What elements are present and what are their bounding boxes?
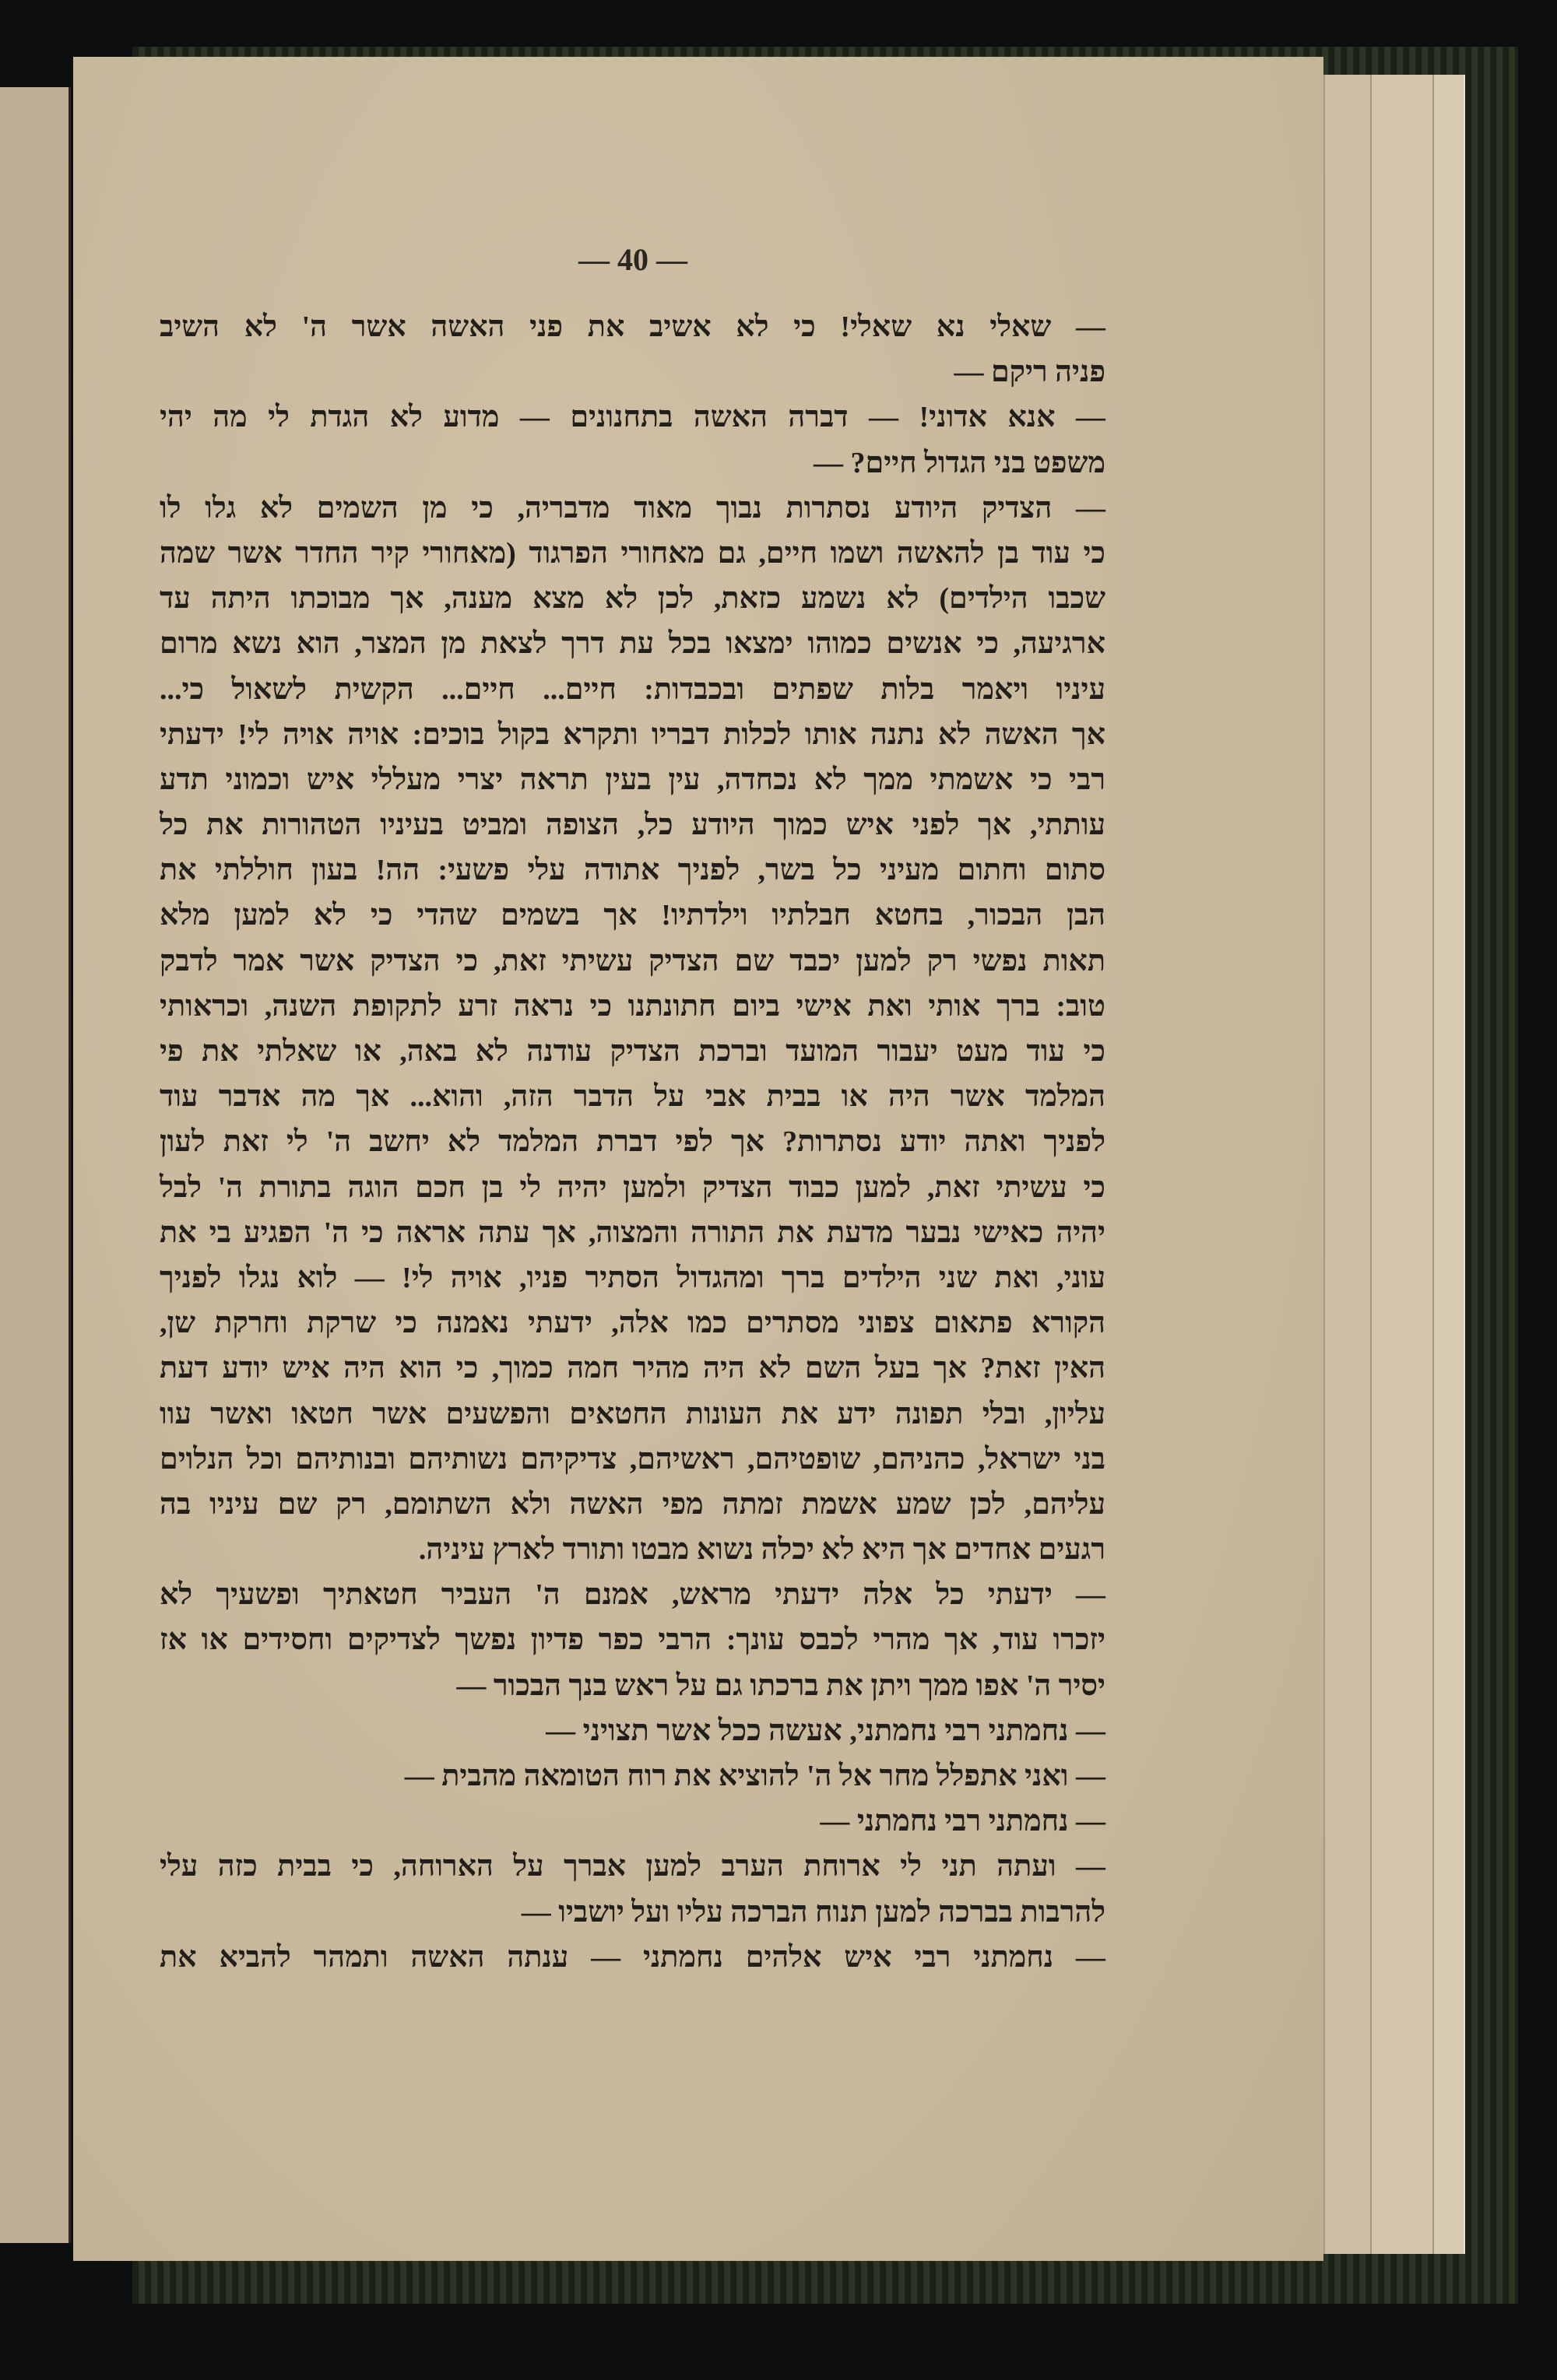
- text-line: לפניך ואתה יודע נסתרות? אך לפי דברת המלמד לא יחשב ה' לי זאת לעון: [160, 1125, 1105, 1159]
- text-line: תאות נפשי רק למען יכבד שם הצדיק עשיתי זאת, כי הצדיק אשר אמר לדבק: [160, 944, 1105, 978]
- text-line: רבי כי אשמתי ממך לא נכחדה, עין בעין תראה יצרי מעללי איש וכמוני תדע: [160, 763, 1105, 796]
- text-line: — נחמתני רבי נחמתני —: [820, 1805, 1105, 1838]
- text-line: המלמד אשר היה או בבית אבי על הדבר הזה, והוא... אך מה אדבר עוד: [160, 1080, 1105, 1114]
- text-line: כי עוד בן להאשה ושמו חיים, גם מאחורי הפרגוד (מאחורי קיר החדר אשר שמה: [160, 536, 1105, 570]
- text-line: פניה ריקם —: [954, 356, 1105, 389]
- text-line: — ואני אתפלל מחר אל ה' להוציא את רוח הטומאה מהבית —: [404, 1760, 1105, 1792]
- text-line: יזכרו עוד, אך מהרי לכבס עונך: הרבי כפר פדיון נפשך לצדיקים וחסידים או אז: [160, 1624, 1105, 1657]
- text-line: עותתי, אך לפני איש כמוך היודע כל, הצופה ומביט בעיניו הטהורות את כל: [160, 809, 1105, 842]
- text-line: עוני, ואת שני הילדים ברך ומהגדול הסתיר פניו, אויה לי! — לוא נגלו לפניך: [160, 1261, 1105, 1294]
- text-line: עליון, ובלי תפונה ידע את העונות החטאים והפשעים אשר חטאו ואשר עוו: [160, 1397, 1105, 1430]
- text-line: — נחמתני רבי נחמתני, אעשה ככל אשר תצויני —: [546, 1714, 1105, 1747]
- text-line: סתום וחתום מעיני כל בשר, לפניך אתודה עלי פשעי: הה! בעון חוללתי את: [160, 854, 1105, 887]
- text-line: שכבו הילדים) לא נשמע כזאת, לכן לא מצא מענה, אך מבוכתו היתה עד: [160, 582, 1105, 616]
- text-line: — שאלי נא שאלי! כי לא אשיב את פני האשה אשר ה' לא השיב: [160, 311, 1105, 343]
- text-line: להרבות בברכה למען תנוח הברכה עליו ועל יושביו —: [521, 1895, 1105, 1929]
- text-line: הבן הבכור, בחטא חבלתיו וילדתיו! אך בשמים שהדי כי לא למען מלא: [160, 899, 1105, 932]
- text-line: ארגיעה, כי אנשים כמוהו ימצאו בכל עת דרך לצאת מן המצר, הוא נשא מרום: [160, 627, 1105, 661]
- text-line: עליהם, לכן שמע אשמת זמתה מפי האשה ולא השתומם, רק שם עיניו בה: [160, 1487, 1105, 1521]
- text-line: יהיה כאישי נבער מדעת את התורה והמצוה, אך עתה אראה כי ה' הפגיע בי את: [160, 1216, 1105, 1249]
- text-line: — ועתה תני לי ארוחת הערב למען אברך על הארוחה, כי בבית כזה עלי: [160, 1850, 1105, 1883]
- text-line: הקורא פתאום צפוני מסתרים כמו אלה, ידעתי נאמנה כי שרקת וחרקת שן,: [160, 1307, 1105, 1340]
- text-line: משפט בני הגדול חיים? —: [814, 446, 1105, 479]
- text-line: — נחמתני רבי איש אלהים נחמתני — ענתה האשה ותמהר להביא את: [160, 1940, 1105, 1974]
- text-line: — הצדיק היודע נסתרות נבוך מאוד מדבריה, כי מן השמים לא גלו לו: [160, 491, 1105, 525]
- text-line: עיניו ויאמר בלות שפתים ובכבדות: חיים... חיים... הקשית לשאול כי...: [160, 672, 1105, 706]
- text-line: כי עשיתי זאת, למען כבוד הצדיק ולמען יהיה לי בן חכם הוגה בתורת ה' לבל: [160, 1171, 1105, 1204]
- text-line: — ידעתי כל אלה ידעתי מראש, אמנם ה' העביר חטאתיך ופשעיך לא: [160, 1578, 1105, 1612]
- page-body-text: [160, 304, 1105, 1980]
- text-line: — אנא אדוני! — דברה האשה בתחנונים — מדוע לא הגדת לי מה יהי: [160, 401, 1105, 434]
- text-line: האין זאת? אך בעל השם לא היה מהיר חמה כמוך, כי הוא היה איש יודע דעת: [160, 1352, 1105, 1385]
- text-line: יסיר ה' אפו ממך ויתן את ברכתו גם על ראש בנך הבכור —: [456, 1669, 1105, 1702]
- text-line: טוב: ברך אותי ואת אישי ביום חתונתנו כי נראה זרע לתקופת השנה, וכראותי: [160, 989, 1105, 1023]
- text-line: רגעים אחדים אך היא לא יכלה נשוא מבטו ותורד לארץ עיניה.: [418, 1533, 1105, 1567]
- text-line: כי עוד מעט יעבור המועד וברכת הצדיק עודנה לא באה, או שאלתי את פי: [160, 1035, 1105, 1068]
- text-line: אך האשה לא נתנה אותו לכלות דבריו ותקרא בקול בוכים: אויה אויה לי! ידעתי: [160, 718, 1105, 751]
- page-number: — 40 —: [578, 242, 687, 277]
- facing-page-edge: [0, 87, 71, 2243]
- page-stack-edge: [1432, 75, 1465, 2254]
- text-line: בני ישראל, כהניהם, שופטיהם, ראשיהם, צדיקיהם נשותיהם ובנותיהם וכל הנלוים: [160, 1442, 1105, 1476]
